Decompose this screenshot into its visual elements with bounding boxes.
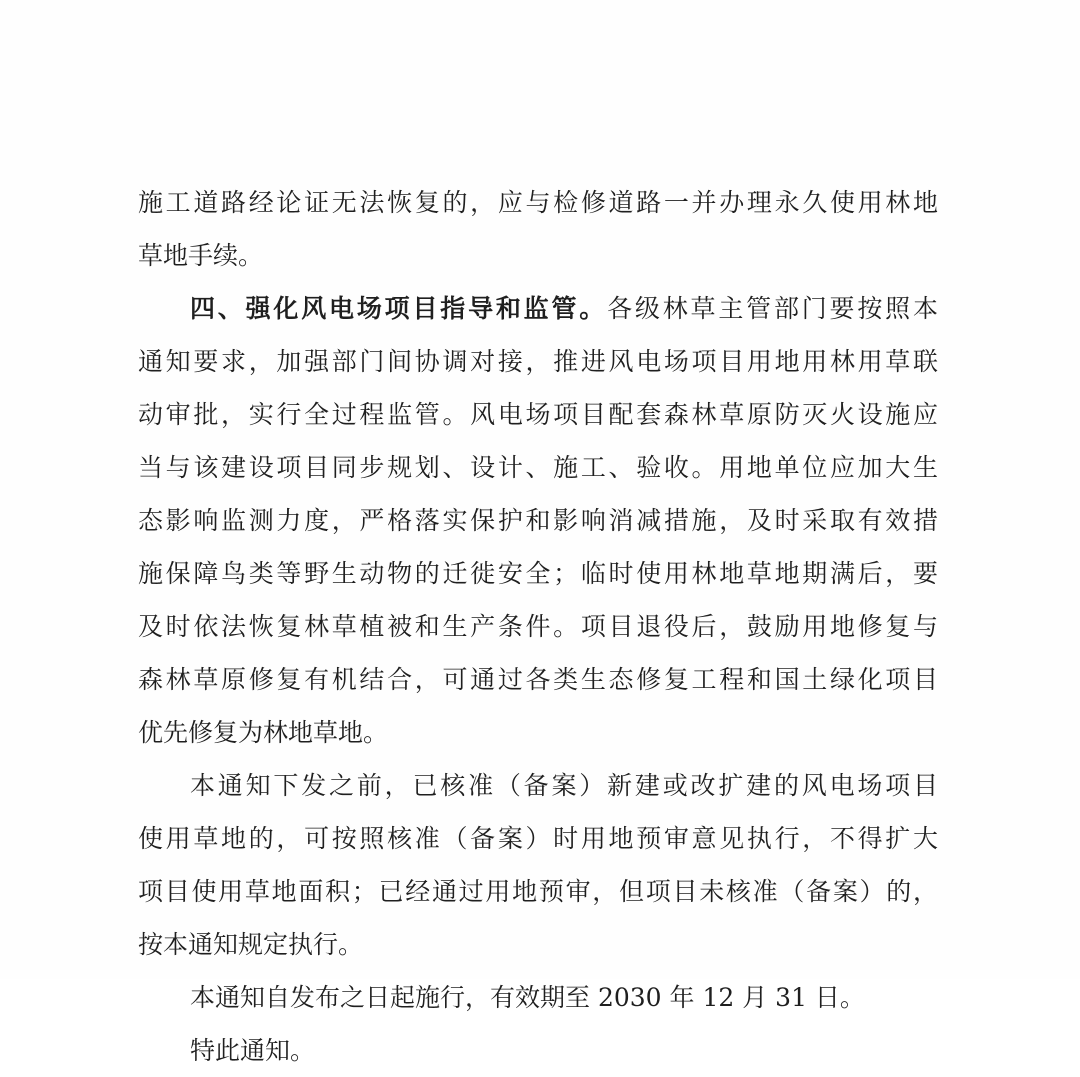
paragraph-2-line-4: 当与该建设项目同步规划、设计、施工、验收。用地单位应加大生 [138,453,938,482]
paragraph-2-line-5: 态影响监测力度，严格落实保护和影响消减措施，及时采取有效措 [138,506,938,535]
paragraph-5-line-1: 特此通知。 [190,1036,316,1065]
paragraph-2-line-7: 及时依法恢复林草植被和生产条件。项目退役后，鼓励用地修复与 [138,612,938,641]
paragraph-2-line-8: 森林草原修复有机结合，可通过各类生态修复工程和国土绿化项目 [138,665,938,694]
paragraph-2-line-1-text: 各级林草主管部门要按照本 [607,294,938,323]
paragraph-1-line-2: 草地手续。 [138,241,264,270]
paragraph-3-line-2: 使用草地的，可按照核准（备案）时用地预审意见执行，不得扩大 [138,824,938,853]
paragraph-3-line-1: 本通知下发之前，已核准（备案）新建或改扩建的风电场项目 [190,771,938,800]
paragraph-2-line-1 [138,282,938,335]
paragraph-3-line-3: 项目使用草地面积；已经通过用地预审，但项目未核准（备案）的， [138,877,938,906]
paragraph-3-line-4: 按本通知规定执行。 [138,930,364,959]
document-body [138,176,938,1077]
paragraph-2-line-3: 动审批，实行全过程监管。风电场项目配套森林草原防灭火设施应 [138,400,938,429]
paragraph-4-line-1: 本通知自发布之日起施行，有效期至 2030 年 12 月 31 日。 [190,983,865,1012]
section-heading-four: 四、强化风电场项目指导和监管。 [190,294,608,323]
paragraph-2-line-2: 通知要求，加强部门间协调对接，推进风电场项目用地用林用草联 [138,347,938,376]
paragraph-2-line-6: 施保障鸟类等野生动物的迁徙安全；临时使用林地草地期满后，要 [138,559,938,588]
paragraph-1-line-1: 施工道路经论证无法恢复的，应与检修道路一并办理永久使用林地 [138,188,938,217]
paragraph-2-line-9: 优先修复为林地草地。 [138,718,389,747]
